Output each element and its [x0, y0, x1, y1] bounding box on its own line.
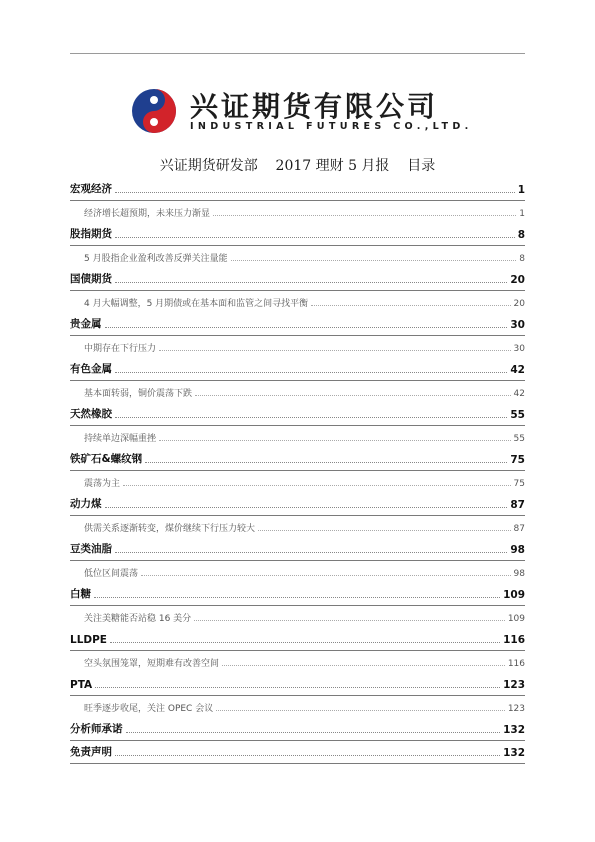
toc-page-number: 75 [510, 454, 525, 466]
toc-page-number: 109 [507, 614, 525, 624]
toc-leader [115, 282, 507, 283]
toc-page-number: 98 [513, 569, 525, 579]
toc-entry-title: 低位区间震荡 [84, 569, 139, 579]
company-name-cn: 兴证期货有限公司 [190, 90, 439, 123]
toc-page-number: 123 [503, 679, 525, 691]
toc-page-number: 1 [519, 209, 525, 219]
toc-leader [222, 665, 505, 666]
toc-section[interactable] [70, 448, 525, 471]
toc-section-title: 有色金属 [70, 363, 112, 375]
toc-page-number: 55 [513, 434, 525, 444]
toc-page-number: 123 [507, 704, 525, 714]
toc-leader [311, 305, 510, 306]
toc-section-title: 铁矿石&螺纹钢 [70, 453, 143, 465]
toc-entry[interactable] [70, 696, 525, 718]
toc-leader [105, 507, 508, 508]
toc-section-title: 国债期货 [70, 273, 112, 285]
toc-entry-title: 空头氛围笼罩，短期难有改善空间 [84, 659, 220, 669]
toc-leader [194, 620, 505, 621]
toc-page-number: 109 [503, 589, 525, 601]
toc-section[interactable] [70, 538, 525, 561]
toc-entry[interactable] [70, 291, 525, 313]
toc-page-number: 30 [513, 344, 525, 354]
toc-entry-title: 基本面转弱，铜价震荡下跌 [84, 389, 193, 399]
toc-entry-title: 震荡为主 [84, 479, 121, 489]
toc-section-title: 天然橡胶 [70, 408, 112, 420]
toc-section-title: 分析师承诺 [70, 723, 123, 735]
toc-section[interactable] [70, 358, 525, 381]
toc-leader [115, 755, 500, 756]
company-name-en: INDUSTRIAL FUTURES CO.,LTD. [190, 121, 473, 132]
toc-entry-title: 持续单边深幅重挫 [84, 434, 157, 444]
toc-leader [123, 485, 511, 486]
toc-entry[interactable] [70, 246, 525, 268]
toc-leader [105, 327, 508, 328]
toc-section-title: 免责声明 [70, 746, 112, 758]
toc-leader [115, 372, 507, 373]
toc-section-title: PTA [70, 679, 93, 691]
toc-entry[interactable] [70, 336, 525, 358]
toc-section-title: 贵金属 [70, 318, 102, 330]
toc-entry[interactable] [70, 381, 525, 403]
toc-section-title: LLDPE [70, 634, 107, 646]
toc-entry[interactable] [70, 606, 525, 628]
company-emblem-icon [130, 87, 178, 135]
toc-leader [115, 417, 507, 418]
toc-page-number: 116 [507, 659, 525, 669]
toc-page-number: 42 [513, 389, 525, 399]
toc-leader [159, 440, 511, 441]
toc-entry-title: 供需关系逐渐转变，煤价继续下行压力较大 [84, 524, 256, 534]
toc-leader [195, 395, 511, 396]
toc-section[interactable] [70, 628, 525, 651]
toc-leader [159, 350, 511, 351]
toc-entry[interactable] [70, 516, 525, 538]
table-of-contents [70, 178, 525, 764]
toc-leader [258, 530, 511, 531]
toc-entry-title: 旺季逐步收尾，关注 OPEC 会议 [84, 704, 214, 714]
toc-leader [115, 237, 515, 238]
toc-leader [94, 597, 500, 598]
toc-leader [231, 260, 517, 261]
toc-leader [216, 710, 505, 711]
toc-section[interactable] [70, 178, 525, 201]
toc-page-number: 75 [513, 479, 525, 489]
toc-section[interactable] [70, 673, 525, 696]
toc-entry[interactable] [70, 201, 525, 223]
toc-page-number: 132 [503, 747, 525, 759]
toc-page-number: 20 [513, 299, 525, 309]
header-rule [70, 53, 525, 54]
toc-page-number: 30 [510, 319, 525, 331]
toc-section-title: 豆类油脂 [70, 543, 112, 555]
toc-section[interactable] [70, 223, 525, 246]
toc-page-number: 8 [519, 254, 525, 264]
toc-entry-title: 中期存在下行压力 [84, 344, 157, 354]
toc-leader [145, 462, 507, 463]
toc-section[interactable] [70, 718, 525, 741]
toc-leader [126, 732, 501, 733]
toc-page-number: 8 [517, 229, 525, 241]
toc-page-number: 87 [513, 524, 525, 534]
toc-section-title: 动力煤 [70, 498, 102, 510]
toc-section-title: 股指期货 [70, 228, 112, 240]
toc-leader [110, 642, 500, 643]
toc-section[interactable] [70, 583, 525, 606]
toc-leader [141, 575, 511, 576]
company-logo [130, 87, 473, 137]
toc-leader [213, 215, 516, 216]
toc-section[interactable] [70, 268, 525, 291]
toc-entry-title: 经济增长超预期，未来压力渐显 [84, 209, 211, 219]
toc-page-number: 20 [510, 274, 525, 286]
toc-leader [115, 552, 507, 553]
toc-section-title: 宏观经济 [70, 183, 112, 195]
toc-page-number: 1 [517, 184, 525, 196]
toc-leader [115, 192, 515, 193]
toc-entry[interactable] [70, 471, 525, 493]
toc-page-number: 55 [510, 409, 525, 421]
toc-section-title: 白糖 [70, 588, 91, 600]
toc-section[interactable] [70, 493, 525, 516]
toc-page-number: 42 [510, 364, 525, 376]
toc-page-number: 98 [510, 544, 525, 556]
toc-entry-title: 4 月大幅调整，5 月期债或在基本面和监管之间寻找平衡 [84, 299, 309, 309]
toc-entry[interactable] [70, 561, 525, 583]
toc-section[interactable] [70, 403, 525, 426]
toc-entry[interactable] [70, 426, 525, 448]
toc-section[interactable] [70, 313, 525, 336]
toc-entry-title: 5 月股指企业盈利改善反弹关注量能 [84, 254, 228, 264]
toc-page-number: 132 [503, 724, 525, 736]
document-title: 兴证期货研发部 2017 理财 5 月报 目录 [159, 158, 436, 174]
toc-page-number: 87 [510, 499, 525, 511]
toc-page-number: 116 [503, 634, 525, 646]
toc-entry-title: 关注美糖能否站稳 16 美分 [84, 614, 192, 624]
toc-leader [95, 687, 500, 688]
toc-section[interactable] [70, 741, 525, 764]
toc-entry[interactable] [70, 651, 525, 673]
